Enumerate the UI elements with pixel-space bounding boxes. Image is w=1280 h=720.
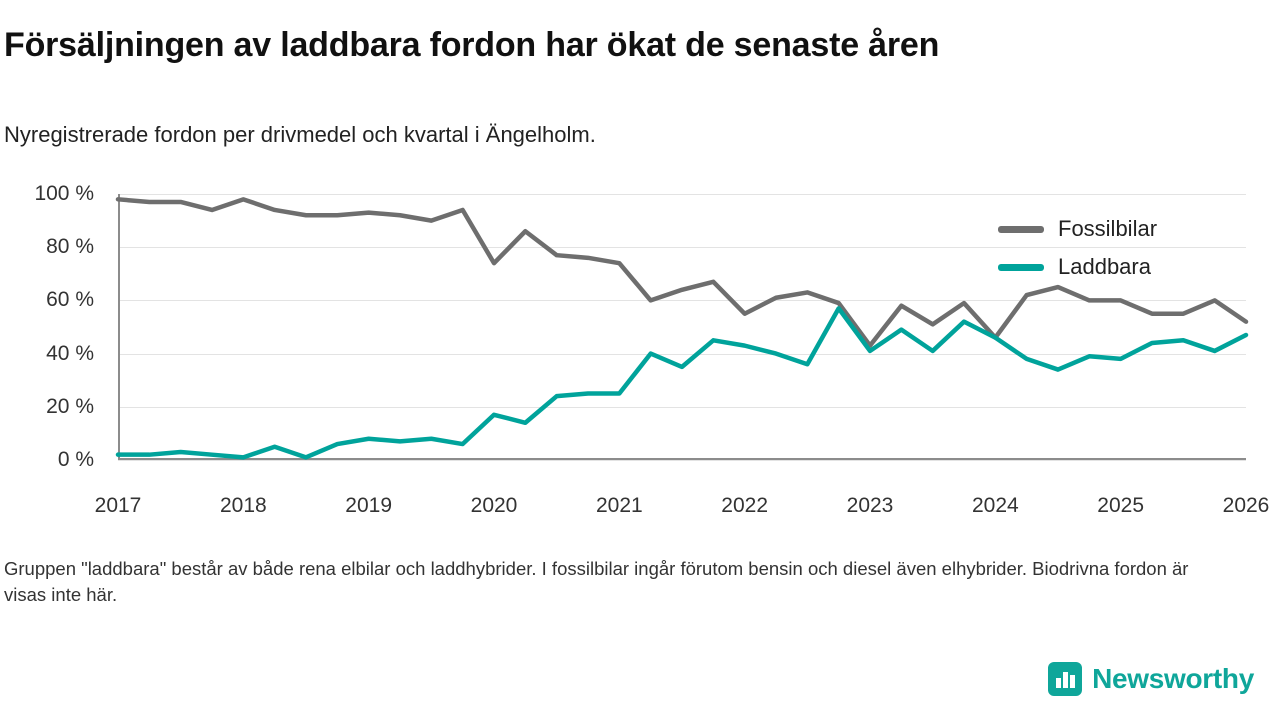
y-axis-tick-label: 40 % bbox=[46, 341, 94, 365]
page-subtitle: Nyregistrerade fordon per drivmedel och kvartal i Ängelholm. bbox=[4, 122, 596, 147]
x-axis-tick-label: 2024 bbox=[971, 494, 1019, 517]
page-title: Försäljningen av laddbara fordon har ökat de senaste åren bbox=[4, 26, 940, 64]
legend-item-fossilbilar bbox=[998, 210, 1228, 248]
x-axis-tick-label: 2019 bbox=[345, 494, 393, 517]
x-axis-tick-label: 2021 bbox=[595, 494, 643, 517]
legend-swatch-fossilbilar bbox=[998, 226, 1044, 233]
legend-item-laddbara bbox=[998, 248, 1228, 286]
series-line-laddbara bbox=[118, 308, 1246, 457]
y-axis-tick-label: 20 % bbox=[46, 394, 94, 418]
y-axis-tick-label: 100 % bbox=[34, 182, 94, 205]
brand-name: Newsworthy bbox=[1092, 663, 1254, 694]
gridline bbox=[118, 460, 1246, 461]
x-axis-tick-label: 2017 bbox=[94, 494, 142, 517]
chart-legend bbox=[998, 210, 1228, 286]
x-axis-tick-label: 2022 bbox=[721, 494, 769, 517]
legend-swatch-laddbara bbox=[998, 264, 1044, 271]
x-axis-tick-label: 2025 bbox=[1097, 494, 1145, 517]
bar-chart-icon bbox=[1048, 662, 1082, 696]
legend-label-fossilbilar: Fossilbilar bbox=[1058, 216, 1158, 241]
x-axis-tick-label: 2018 bbox=[219, 494, 267, 517]
x-axis-tick-label: 2026 bbox=[1222, 494, 1270, 517]
chart-footnote: Gruppen "laddbara" består av både rena elbilar och laddhybrider. I fossilbilar ingår förutom bensin och diesel även elhybrider. Biodrivna fordon är visas inte här. bbox=[4, 558, 1189, 606]
x-axis-tick-label: 2020 bbox=[470, 494, 518, 517]
x-axis-tick-label: 2023 bbox=[846, 494, 894, 517]
brand-logo bbox=[1048, 662, 1254, 696]
y-axis-tick-label: 80 % bbox=[46, 235, 94, 259]
chart-container bbox=[0, 172, 1270, 517]
y-axis-tick-label: 60 % bbox=[46, 288, 94, 312]
y-axis-tick-label: 0 % bbox=[57, 448, 94, 471]
legend-label-laddbara: Laddbara bbox=[1058, 254, 1151, 279]
